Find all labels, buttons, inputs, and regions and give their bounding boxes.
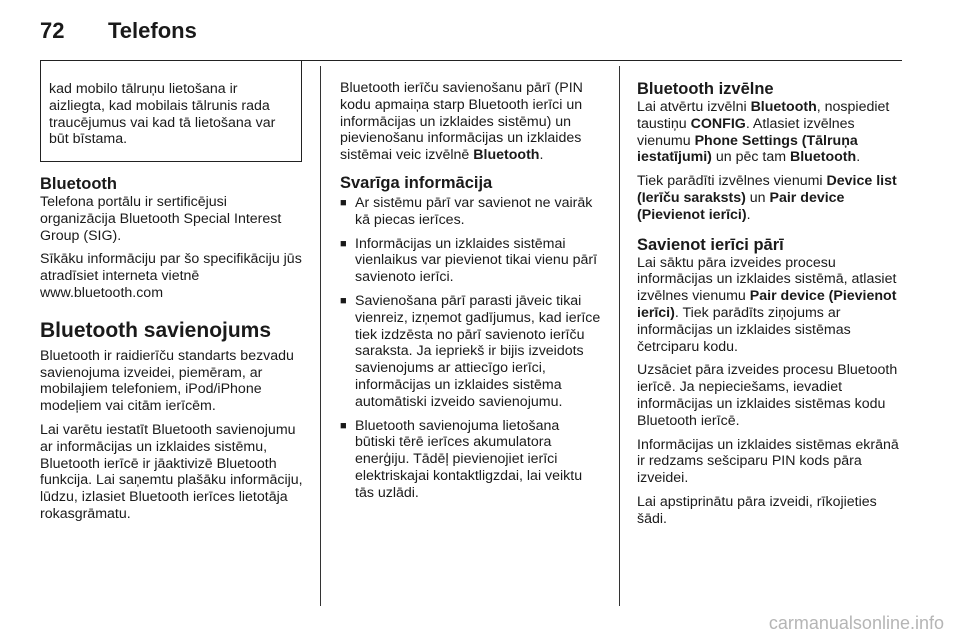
list-item: ■ Bluetooth savienojuma lietošana būtiski tērē ierīces akumulatora enerģiju. Tādēļ pievienojiet ierīci elektriskajai kontaktligzdai, lai veiktu tās uzlādi. [340,418,602,502]
page-header [40,18,902,48]
bluetooth-heading: Bluetooth [40,175,117,193]
list-item: ■ Informācijas un izklaides sistēmai vienlaikus var pievienot tikai vienu pārī savienoto ierīci. [340,236,602,286]
chapter-title: Telefons [108,18,197,43]
connection-paragraph-1: Bluetooth ir raidierīču standarts bezvadu savienojuma izveidei, piemēram, ar mobilajiem telefoniem, iPod/iPhone modeļiem vai citām ierīcēm. [40,347,294,415]
menu-paragraph-2: Tiek parādīti izvēlnes vienumi Device list (Ierīču saraksts) un Pair device (Pievienot ierīci). [637,173,897,223]
pair-paragraph-3: Informācijas un izklaides sistēmas ekrānā ir redzams sešciparu PIN kods pāra izveidei. [637,436,899,487]
warning-text: kad mobilo tālruņu lietošana ir aizliegta, kad mobilais tālrunis rada traucējumus vai kad tā lietošana var būt bīstama. [49,81,276,148]
pair-paragraph-4: Lai apstiprinātu pāra izveidi, rīkojieties šādi. [637,493,877,527]
bluetooth-connection-heading: Bluetooth savienojums [40,318,272,342]
column-divider-1 [320,66,321,606]
column-2 [340,80,602,509]
pair-paragraph-2: Uzsāciet pāra izveides procesu Bluetooth ierīcē. Ja nepieciešams, ievadiet informācijas un izklaides sistēmas kodu Bluetooth ierīcē. [637,362,898,429]
connection-paragraph-2: Lai varētu iestatīt Bluetooth savienojumu ar informācijas un izklaides sistēmu, Bluetooth ierīcē ir jāaktivizē Bluetooth funkcija. Lai saņemtu plašāku informāciju, lūdzu, izlasiet Bluetooth ierīces lietotāja rokasgrāmatu. [40,421,303,522]
watermark: carmanualsonline.info [768,613,944,633]
bluetooth-paragraph-2: Sīkāku informāciju par šo specifikāciju jūs atradīsiet interneta vietnē www.bluetooth.com [40,251,302,301]
important-info-list [340,195,602,502]
intro-paragraph: Bluetooth ierīču savienošanu pārī (PIN kodu apmaiņa starp Bluetooth ierīci un informācijas un izklaides sistēmu) un pievienošanu informācijas un izklaides sistēmai veic izvēlnē Bluetooth. [340,80,583,164]
page-number: 72 [40,18,65,43]
list-item: ■ Savienošana pārī parasti jāveic tikai vienreiz, izņemot gadījumus, kad ierīce tiek izdzēsta no pārī savienoto ierīču saraksta. Ja iepriekš ir bijis izveidots savienojums ar attiecīgo ierīci, informācijas un izklaides sistēma automātiski izveido savienojumu. [340,293,602,411]
column-divider-2 [619,66,620,606]
list-item: ■ Ar sistēmu pārī var savienot ne vairāk kā piecas ierīces. [340,195,602,229]
important-info-heading: Svarīga informācija [340,173,493,192]
pair-paragraph-1: Lai sāktu pāra izveides procesu informācijas un izklaides sistēmā, atlasiet izvēlnes vienumu Pair device (Pievienot ierīci). Tiek parādīts ziņojums ar informācijas un izklaides sistēmas četrciparu kodu. [637,254,897,355]
pair-device-heading: Savienot ierīci pārī [637,235,784,254]
column-3 [637,80,905,535]
column-1 [40,175,305,530]
bluetooth-paragraph-1: Telefona portālu ir sertificējusi organizācija Bluetooth Special Interest Group (SIG). [40,194,282,244]
bluetooth-menu-heading: Bluetooth izvēlne [637,80,774,98]
warning-box [40,60,302,162]
menu-paragraph-1: Lai atvērtu izvēlni Bluetooth, nospiediet taustiņu CONFIG. Atlasiet izvēlnes vienumu Phone Settings (Tālruņa iestatījumi) un pēc tam Bluetooth. [637,99,890,166]
